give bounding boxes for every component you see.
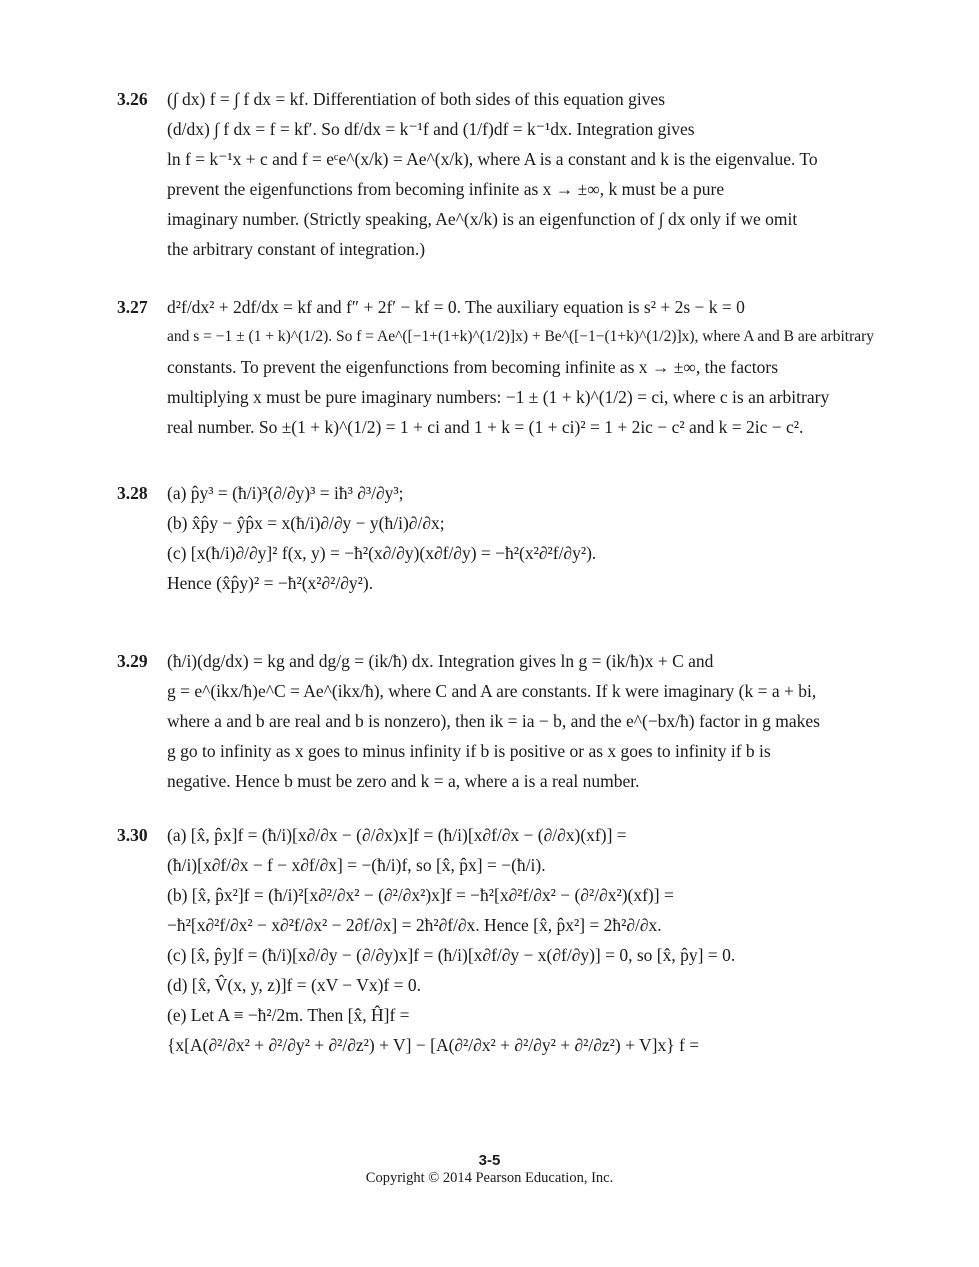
problem-line: (c) [x(ħ/i)∂/∂y]² f(x, y) = −ħ²(x∂/∂y)(x∂f/∂y) = −ħ²(x²∂²f/∂y²). — [167, 543, 597, 563]
page-number: 3-5 — [478, 1152, 501, 1169]
problem-line: −ħ²[x∂²f/∂x² − x∂²f/∂x² − 2∂f/∂x] = 2ħ²∂f/∂x. Hence [x̂, p̂x²] = 2ħ²∂/∂x. — [167, 915, 662, 935]
problem-line: and s = −1 ± (1 + k)^(1/2). So f = Ae^([−1+(1+k)^(1/2)]x) + Be^([−1−(1+k)^(1/2)]x), where A and B are arbitrary — [167, 328, 875, 345]
problem-line: negative. Hence b must be zero and k = a, where a is a real number. — [167, 771, 640, 791]
problem-line: (d/dx) ∫ f dx = f = kf′. So df/dx = k⁻¹f and (1/f)df = k⁻¹dx. Integration gives — [167, 119, 695, 139]
problem-number: 3.29 — [117, 651, 148, 671]
problem-line: prevent the eigenfunctions from becoming infinite as x → ±∞, k must be a pure — [167, 179, 725, 199]
problem-line: imaginary number. (Strictly speaking, Ae^(x/k) is an eigenfunction of ∫ dx only if we omit — [167, 209, 798, 229]
problem-line: (a) p̂y³ = (ħ/i)³(∂/∂y)³ = iħ³ ∂³/∂y³; — [167, 483, 404, 503]
problem-line: (d) [x̂, V̂(x, y, z)]f = (xV − Vx)f = 0. — [167, 975, 421, 995]
problem-line: (∫ dx) f = ∫ f dx = kf. Differentiation of both sides of this equation gives — [167, 89, 666, 109]
problem-line: where a and b are real and b is nonzero), then ik = ia − b, and the e^(−bx/ħ) factor in g makes — [167, 711, 820, 731]
copyright-notice: Copyright © 2014 Pearson Education, Inc. — [365, 1170, 614, 1186]
problem-line: Hence (x̂p̂y)² = −ħ²(x²∂²/∂y²). — [167, 573, 374, 593]
problem-line: constants. To prevent the eigenfunctions from becoming infinite as x → ±∞, the factors — [167, 357, 779, 377]
problem-line: the arbitrary constant of integration.) — [167, 239, 426, 259]
problem-number: 3.30 — [117, 825, 148, 845]
problem-line: g = e^(ikx/ħ)e^C = Ae^(ikx/ħ), where C and A are constants. If k were imaginary (k = a + bi, — [167, 681, 817, 701]
problem-line: ln f = k⁻¹x + c and f = eᶜe^(x/k) = Ae^(x/k), where A is a constant and k is the eigenvalue. To — [167, 149, 818, 169]
problem-number: 3.28 — [117, 483, 148, 503]
problem-line: (c) [x̂, p̂y]f = (ħ/i)[x∂/∂y − (∂/∂y)x]f = (ħ/i)[x∂f/∂y − x(∂f/∂y)] = 0, so [x̂, p̂y] = 0. — [167, 945, 736, 965]
problem-line: (b) x̂p̂y − ŷp̂x = x(ħ/i)∂/∂y − y(ħ/i)∂/∂x; — [167, 513, 445, 533]
problem-line: real number. So ±(1 + k)^(1/2) = 1 + ci and 1 + k = (1 + ci)² = 1 + 2ic − c² and k = 2ic − c². — [167, 417, 804, 437]
problem-line: multiplying x must be pure imaginary numbers: −1 ± (1 + k)^(1/2) = ci, where c is an arbitrary — [167, 387, 830, 407]
problem-line: {x[A(∂²/∂x² + ∂²/∂y² + ∂²/∂z²) + V] − [A(∂²/∂x² + ∂²/∂y² + ∂²/∂z²) + V]x} f = — [167, 1035, 700, 1055]
problem-line: (ħ/i)(dg/dx) = kg and dg/g = (ik/ħ) dx. Integration gives ln g = (ik/ħ)x + C and — [167, 651, 714, 671]
problem-line: (ħ/i)[x∂f/∂x − f − x∂f/∂x] = −(ħ/i)f, so [x̂, p̂x] = −(ħ/i). — [167, 855, 546, 875]
problem-line: (a) [x̂, p̂x]f = (ħ/i)[x∂/∂x − (∂/∂x)x]f = (ħ/i)[x∂f/∂x − (∂/∂x)(xf)] = — [167, 825, 627, 845]
problem-line: g go to infinity as x goes to minus infinity if b is positive or as x goes to infinity if b is — [167, 741, 771, 761]
problem-number: 3.26 — [117, 89, 148, 109]
problem-number: 3.27 — [117, 297, 148, 317]
problem-line: d²f/dx² + 2df/dx = kf and f″ + 2f′ − kf = 0. The auxiliary equation is s² + 2s − k = 0 — [167, 297, 745, 317]
problem-line: (b) [x̂, p̂x²]f = (ħ/i)²[x∂²/∂x² − (∂²/∂x²)x]f = −ħ²[x∂²f/∂x² − (∂²/∂x²)(xf)] = — [167, 885, 674, 905]
problem-line: (e) Let A ≡ −ħ²/2m. Then [x̂, Ĥ]f = — [167, 1005, 410, 1025]
